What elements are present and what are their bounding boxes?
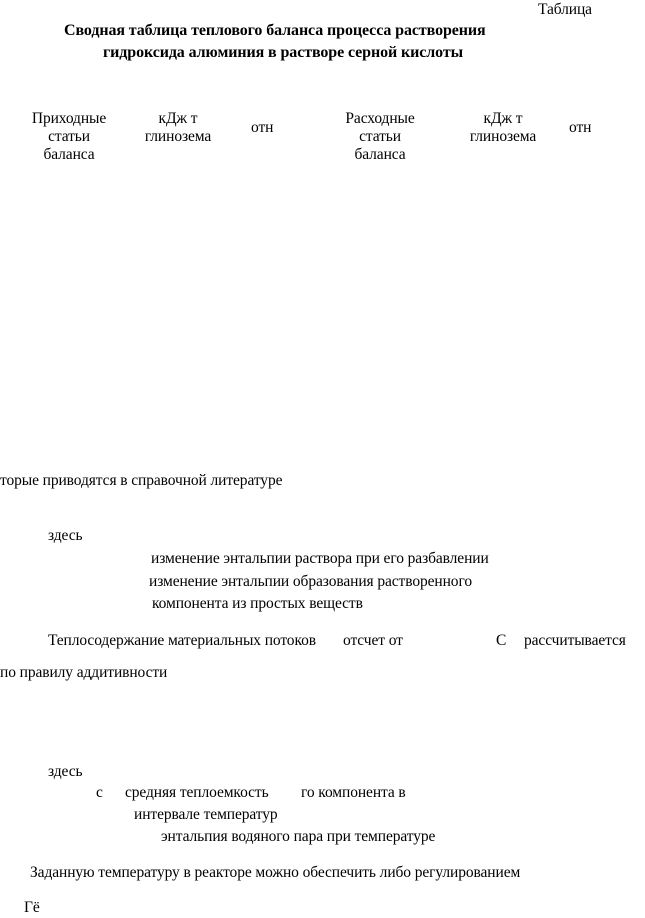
- header-expense-rel: отн: [569, 119, 592, 136]
- table-title-line-2: гидроксида алюминия в растворе серной кислоты: [103, 44, 463, 61]
- definition-2-line-2: компонента из простых веществ: [152, 595, 363, 612]
- header-expense-items: Расходные статьи баланса: [345, 110, 415, 163]
- header-income-items: Приходные статьи баланса: [31, 110, 107, 163]
- definition-2-line-1: изменение энтальпии образования растворенного: [149, 573, 472, 590]
- header-income-rel: отн: [251, 119, 274, 136]
- paragraph-3: Заданную температуру в реакторе можно обеспечить либо регулированием: [30, 864, 521, 881]
- definition-3-line-2: интервале температур: [134, 806, 278, 823]
- where-label-1: здесь: [48, 527, 83, 544]
- definition-1: изменение энтальпии раствора при его разбавлении: [151, 550, 489, 567]
- table-caption: Таблица: [538, 1, 592, 18]
- header-income-kj: кДж т глинозема: [144, 110, 212, 145]
- paragraph-3-tail: Гё: [24, 899, 40, 916]
- header-expense-kj: кДж т глинозема: [469, 110, 537, 145]
- paragraph-1-tail: торые приводятся в справочной литературе: [0, 472, 283, 489]
- table-title-line-1: Сводная таблица теплового баланса процесса растворения: [64, 22, 486, 39]
- paragraph-2-line-2: по правилу аддитивности: [0, 664, 168, 681]
- definition-4: энтальпия водяного пара при температуре: [161, 828, 436, 845]
- where-label-2: здесь: [48, 763, 83, 780]
